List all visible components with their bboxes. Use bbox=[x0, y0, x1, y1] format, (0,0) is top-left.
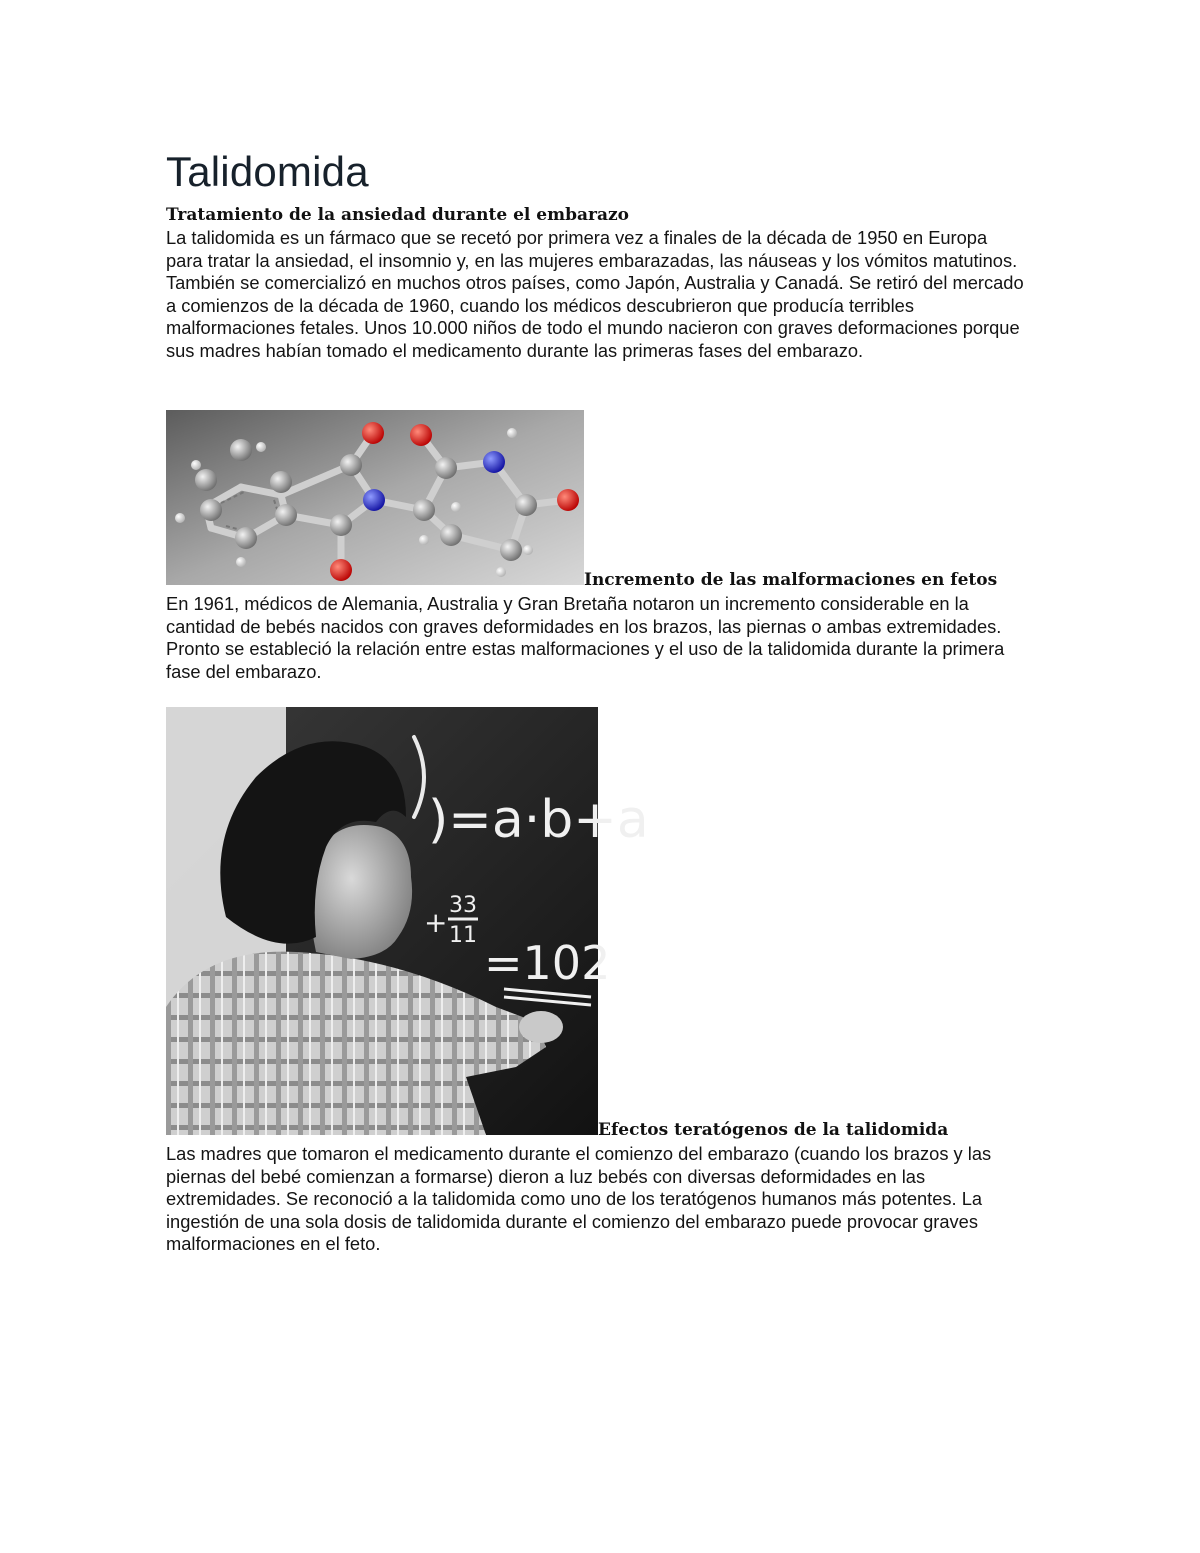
section-paragraph-ansiedad: La talidomida es un fármaco que se recetó por primera vez a finales de la década de 1950 en Europa para tratar la ansiedad, el insomnio y, en las mujeres embarazadas, las náuseas y los vómitos matutinos. También se comercializó en muchos otros países, como Japón, Australia y Canadá. Se retiró del mercado a comienzos de la década de 1960, cuando los médicos descubrieron que producía terribles malformaciones fetales. Unos 10.000 niños de todo el mundo nacieron con graves deformaciones porque sus madres habían tomado el medicamento durante las primeras fases del embarazo. bbox=[166, 227, 1024, 361]
chalk-numerator: 33 bbox=[449, 893, 477, 918]
chalk-equation-line1: )=a·b+a bbox=[428, 790, 649, 850]
chalk-plus: + bbox=[424, 906, 448, 939]
section-heading-malformaciones: Incremento de las malformaciones en fetos bbox=[584, 570, 998, 590]
section-heading-teratogenos: Efectos teratógenos de la talidomida bbox=[598, 1120, 949, 1140]
chalk-denominator: 11 bbox=[449, 923, 477, 948]
section-paragraph-malformaciones: En 1961, médicos de Alemania, Australia y Gran Bretaña notaron un incremento considerable en la cantidad de bebés nacidos con graves deformidades en los brazos, las piernas o ambas extremidades. Pronto se estableció la relación entre estas malformaciones y el uso de la talidomida durante la primera fase del embarazo. bbox=[166, 593, 1005, 682]
page-title: Talidomida bbox=[166, 148, 369, 195]
section-paragraph-teratogenos: Las madres que tomaron el medicamento durante el comienzo del embarazo (cuando los brazos y las piernas del bebé comienzan a formarse) dieron a luz bebés con diversas deformidades en las extremidades. Se reconoció a la talidomida como uno de los teratógenos humanos más potentes. La ingestión de una sola dosis de talidomida durante el comienzo del embarazo puede provocar graves malformaciones en el feto. bbox=[166, 1143, 992, 1255]
chalk-result: =102 bbox=[484, 936, 611, 990]
thalidomide-molecule-image bbox=[166, 410, 584, 585]
section-heading-ansiedad: Tratamiento de la ansiedad durante el embarazo bbox=[166, 205, 629, 225]
child-chalkboard-photo bbox=[166, 707, 649, 1135]
